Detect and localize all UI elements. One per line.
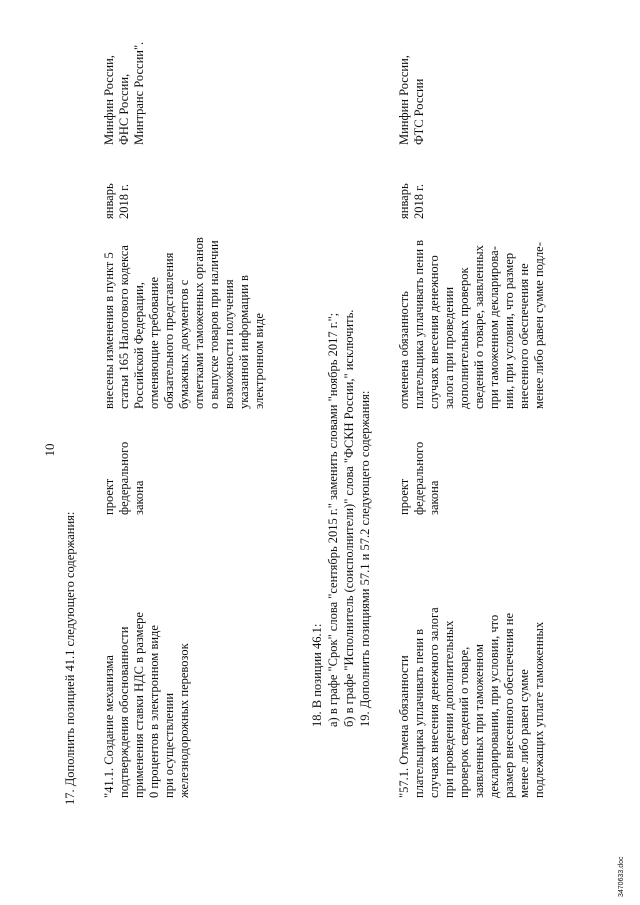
text-line: при проведении дополнительных [442,620,456,798]
text-line: сведений о товаре, заявленных [472,245,486,409]
item19-document-type-cell [397,420,442,515]
text-line: ФТС России [412,78,426,145]
item18-point-a: а) в графе "Срок" слова "сентябрь 2015 г." заменить словами "ноябрь 2017 г."; [326,312,340,727]
text-line: Минтранс России". [132,41,146,145]
text-line: отменяющие требование [147,276,161,409]
text-line: закона [427,480,441,515]
text-line: отменена обязанность [397,291,411,409]
text-line: Российской Федерации, [132,282,146,409]
text-line: проверок сведений о товаре, [457,646,471,798]
text-line: подтверждения обоснованности [117,626,131,798]
item17-deadline-cell [102,149,132,219]
text-line: залога при проведении [442,286,456,409]
text-line: о выпуске товаров при наличии [207,240,221,409]
text-line: случаях внесения денежного [427,255,441,409]
text-line: дополнительных проверок [457,267,471,409]
text-line: случаях внесения денежного залога [427,607,441,798]
text-line: статьи 165 Налогового кодекса [117,245,131,409]
text-line: ФНС России, [117,73,131,145]
text-line: плательщика уплачивать пени в [412,239,426,409]
text-line: внесенного обеспечения не [517,263,531,409]
text-line: "41.1. Создание механизма [102,655,116,798]
text-line: внесены изменения в пункт 5 [102,252,116,409]
text-line: при осуществлении [162,692,176,798]
text-line: применения ставки НДС в размере [132,612,146,798]
text-line: электронном виде [252,313,266,409]
text-line: железнодорожных перевозок [177,643,191,798]
item17-measure-cell [102,526,192,798]
text-line: федерального [117,441,131,515]
text-line: нии, при условии, что размер [502,252,516,409]
text-line: федерального [412,441,426,515]
text-line: Минфин России, [102,55,116,145]
text-line: 2018 г. [117,184,131,219]
text-line: обязательного представления [162,252,176,409]
text-line: бумажных документов с [177,279,191,409]
text-line: январь [397,183,411,219]
text-line: закона [132,480,146,515]
item17-executors-cell [102,5,147,145]
item19-executors-cell [397,5,427,145]
text-line: менее либо равен сумме [517,669,531,798]
text-line: возможности получения [222,279,236,409]
item19-deadline-cell [397,149,427,219]
text-line: менее либо равен сумме подле- [532,242,546,409]
text-line: 2018 г. [412,184,426,219]
item17-document-type-cell [102,420,147,515]
text-line: "57.1. Отмена обязанности [397,655,411,798]
text-line: подлежащих уплате таможенных [532,621,546,798]
item18-point-b: б) в графе "Исполнитель (соисполнители)" слова "ФСКН России," исключить. [342,309,356,727]
text-line: Минфин России, [397,55,411,145]
text-line: размер внесенного обеспечения не [502,612,516,798]
text-line: отметками таможенных органов [192,237,206,409]
text-line: при таможенном декларирова- [487,246,501,409]
page-number: 10 [42,443,57,457]
item17-heading: 17. Дополнить позицией 41.1 следующего содержания: [63,511,77,805]
text-line: январь [102,183,116,219]
text-line: указанной информации в [237,275,251,409]
text-line: заявленных при таможенном [472,644,486,798]
text-line: проект [397,478,411,515]
text-line: 0 процентов в электронном виде [147,625,161,798]
item19-heading: 19. Дополнить позициями 57.1 и 57.2 следующего содержания: [358,390,372,727]
text-line: плательщика уплачивать пени в [412,628,426,798]
text-line: проект [102,478,116,515]
text-line: декларировании, при условии, что [487,614,501,798]
item18-heading: 18. В позиции 46.1: [310,623,324,727]
item19-measure-cell [397,526,547,798]
footer-document-code: 3470633.doc [618,856,625,897]
